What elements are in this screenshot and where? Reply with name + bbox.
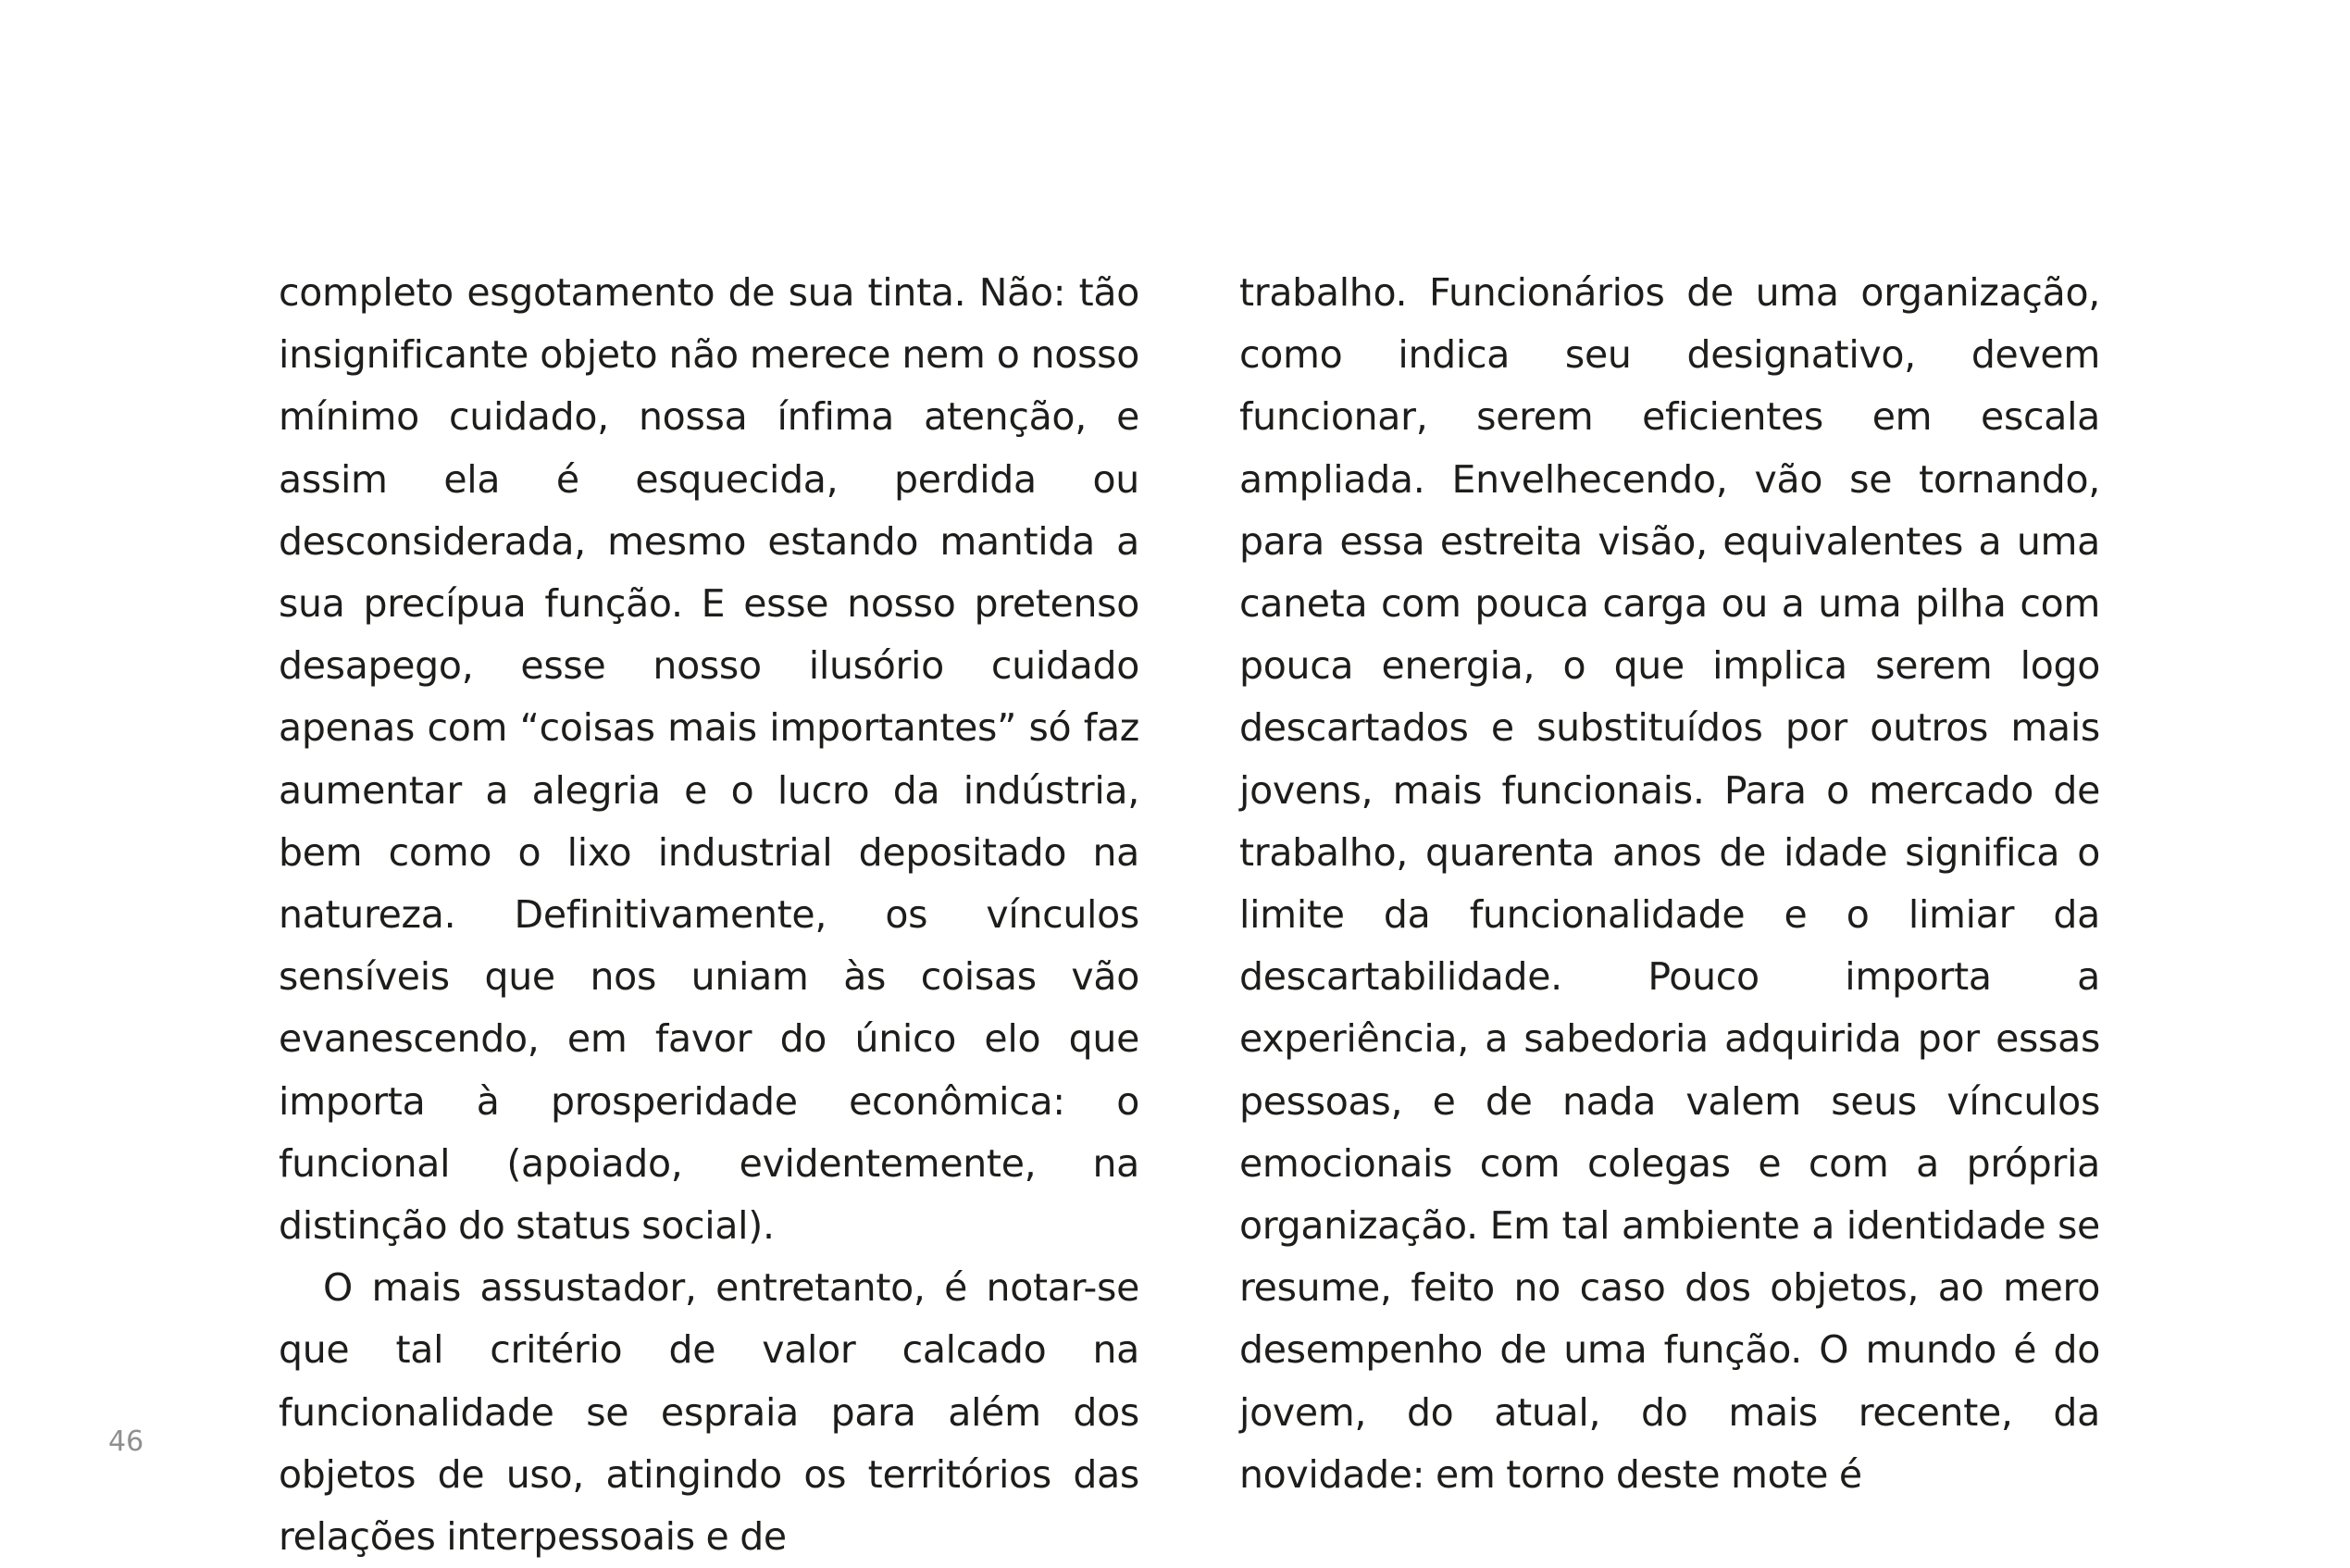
- page-number: 46: [108, 1425, 144, 1458]
- left-paragraph-1: completo esgotamento de sua tinta. Não: tão insignificante objeto não merece nem o nosso mínimo cuidado, nossa ínfima atenção, e assim ela é esquecida, perdida ou desconsiderada, mesmo estando mantida a sua precípua função. E esse nosso pretenso desapego, esse nosso ilusório cuidado apenas com “coisas mais importantes” só faz aumentar a alegria e o lucro da indústria, bem como o lixo industrial depositado na natureza. Definitivamente, os vínculos sensíveis que nos uniam às coisas vão evanescendo, em favor do único elo que importa à prosperidade econômica: o funcional (apoiado, evidentemente, na distinção do status social).: [279, 270, 1139, 1249]
- right-text-column: [1239, 262, 2100, 1506]
- right-paragraph-1: trabalho. Funcionários de uma organização, como indica seu designativo, devem funcionar, serem eficientes em escala ampliada. Envelhecendo, vão se tornando, para essa estreita visão, equivalentes a uma caneta com pouca carga ou a uma pilha com pouca energia, o que implica serem logo descartados e substituídos por outros mais jovens, mais funcionais. Para o mercado de trabalho, quarenta anos de idade significa o limite da funcionalidade e o limiar da descartabilidade. Pouco importa a experiência, a sabedoria adquirida por essas pessoas, e de nada valem seus vínculos emocionais com colegas e com a própria organização. Em tal ambiente a identidade se resume, feito no caso dos objetos, ao mero desempenho de uma função. O mundo é do jovem, do atual, do mais recente, da novidade: em torno deste mote é: [1239, 270, 2100, 1497]
- left-paragraph-2: O mais assustador, entretanto, é notar-se que tal critério de valor calcado na funcionalidade se espraia para além dos objetos de uso, atingindo os territórios das relações interpessoais e de: [279, 1265, 1139, 1560]
- left-text-column: [279, 262, 1139, 1568]
